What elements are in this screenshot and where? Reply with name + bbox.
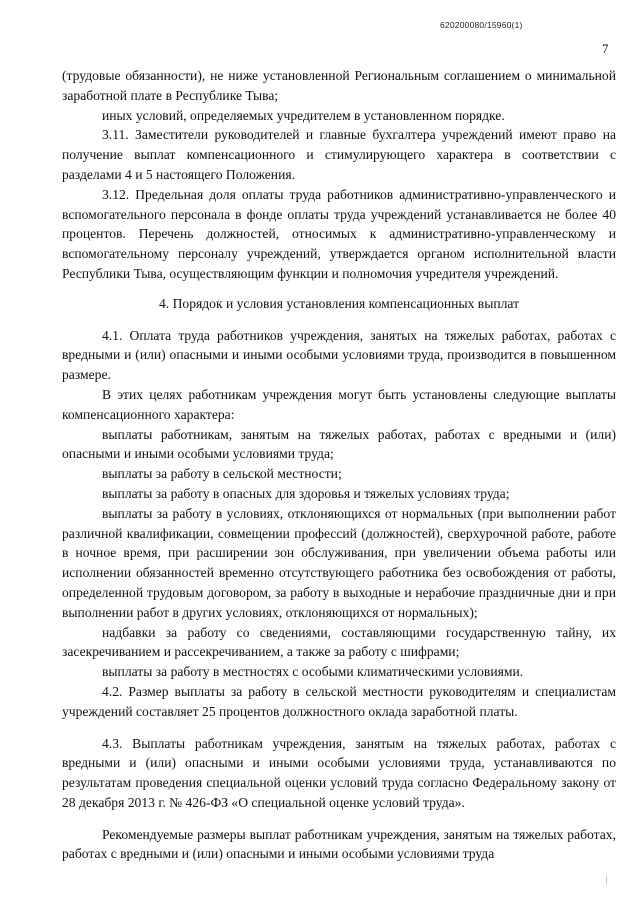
paragraph: 3.11. Заместители руководителей и главные бухгалтера учреждений имеют право на получение выплат компенсационного и стимулирующего характера в соответствии с разделами 4 и 5 настоящего Положения. (62, 127, 616, 182)
paragraph: (трудовые обязанности), не ниже установленной Региональным соглашением о минимальной заработной плате в Республике Тыва; (62, 68, 616, 103)
paragraph: 4.1. Оплата труда работников учреждения, занятых на тяжелых работах, работах с вредными и (или) опасными и иными особыми условиями труда, производится в повышенном размере. (62, 327, 616, 383)
list-item: выплаты за работу в местностях с особыми климатическими условиями. (102, 664, 524, 680)
list-item: выплаты работникам, занятым на тяжелых работах, работах с вредными и (или) опасными и иными особыми условиями труда; (62, 426, 616, 462)
document-body (62, 66, 616, 864)
document-id: 620200080/15960(1) (440, 20, 523, 30)
paragraph: иных условий, определяемых учредителем в установленном порядке. (102, 107, 505, 123)
paragraph: 4.3. Выплаты работникам учреждения, занятым на тяжелых работах, работах с вредными и (или) опасными и иными особыми условиями труда, устанавливаются по результатам проведения специальной оценки условий труда согласно Федеральному закону от 28 декабря 2013 г. № 426-ФЗ «О специальной оценке условий труда». (62, 735, 616, 810)
list-item: выплаты за работу в опасных для здоровья и тяжелых условиях труда; (102, 485, 510, 501)
page-number: 7 (602, 41, 609, 56)
paragraph: В этих целях работникам учреждения могут быть установлены следующие выплаты компенсационного характера: (62, 386, 616, 422)
list-item: надбавки за работу со сведениями, составляющими государственную тайну, их засекречиванием и рассекречиванием, а также за работу с шифрами; (62, 624, 616, 660)
pen-mark: ⁄ (602, 875, 611, 886)
list-item: выплаты за работу в сельской местности; (102, 466, 342, 482)
paragraph: 4.2. Размер выплаты за работу в сельской местности руководителям и специалистам учреждений составляет 25 процентов должностного оклада заработной платы. (62, 683, 616, 719)
paragraph: Рекомендуемые размеры выплат работникам учреждения, занятым на тяжелых работах, работах с вредными и (или) опасными и иными особыми условиями труда (62, 826, 616, 862)
list-item: выплаты за работу в условиях, отклоняющихся от нормальных (при выполнении работ различной квалификации, совмещении профессий (должностей), сверхурочной работе, работе в ночное время, при расширении зон обслуживания, при увеличении объема работы или исполнении обязанностей временно отсутствующего работника без освобождения от работы, определенной трудовым договором, за работу в выходные и нерабочие праздничные дни и при выполнении работ в других условиях, отклоняющихся от нормальных); (62, 505, 616, 620)
paragraph: 3.12. Предельная доля оплаты труда работников административно-управленческого и вспомогательного персонала в фонде оплаты труда учреждений устанавливается не более 40 процентов. Перечень должностей, относимых к административно-управленческому и вспомогательному персоналу учреждений, утверждается органом исполнительной власти Республики Тыва, осуществляющим функции и полномочия учредителя учреждений. (62, 186, 616, 281)
section-heading: 4. Порядок и условия установления компенсационных выплат (158, 295, 520, 311)
